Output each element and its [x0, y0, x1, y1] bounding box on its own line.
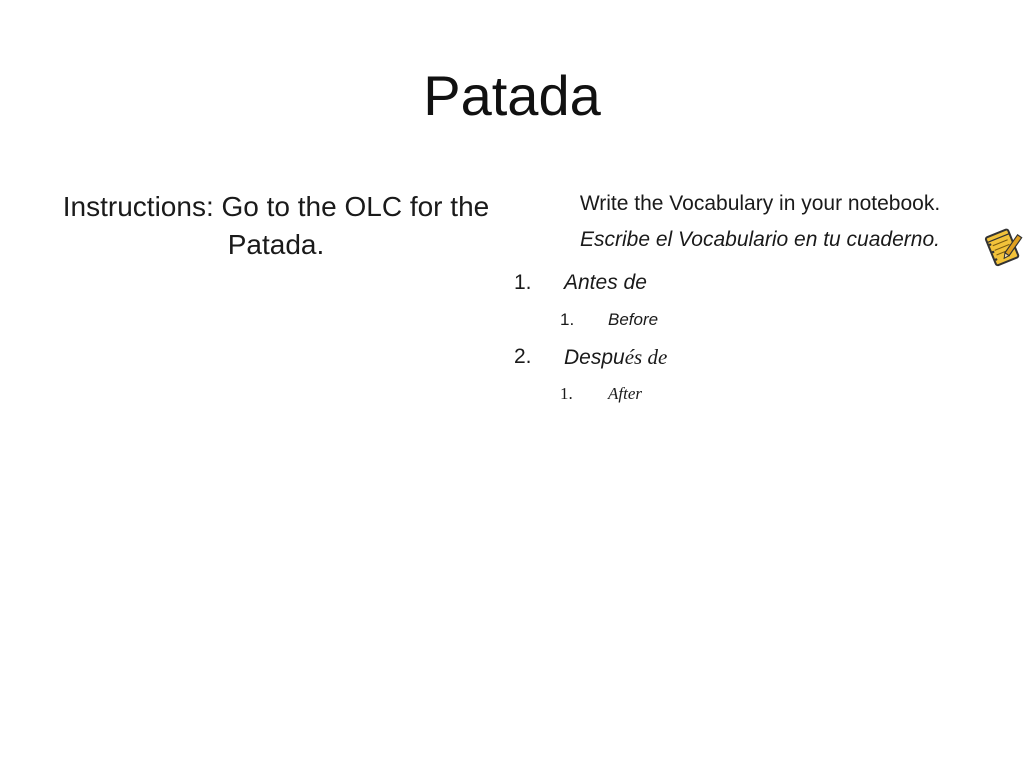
vocabulary-panel: [510, 186, 1010, 406]
sub-list-item-number: 1.: [560, 310, 575, 329]
sub-list-item-text: After: [608, 384, 642, 403]
sub-list-item-text: Before: [608, 310, 659, 329]
instructions-text: Instructions: Go to the OLC for the Patada.: [62, 191, 490, 260]
list-item-term: Antes de: [564, 271, 647, 294]
list-item-number: 2.: [514, 345, 532, 368]
list-item-term: [564, 342, 667, 373]
vocab-instruction-english: Write the Vocabulary in your notebook.: [579, 192, 941, 215]
sub-list-item: [510, 382, 1010, 406]
list-item-term-end: és de: [624, 345, 668, 369]
sub-list-item: [510, 308, 1010, 332]
vocab-instruction-spanish: Escribe el Vocabulario en tu cuaderno.: [580, 228, 940, 251]
sub-list-item-number: 1.: [560, 384, 573, 403]
list-item: [510, 342, 1010, 372]
notebook-pencil-icon: [982, 226, 1024, 268]
list-item-term-start: Despu: [564, 346, 625, 369]
list-item-number: 1.: [514, 271, 532, 294]
list-item: [510, 268, 1010, 298]
slide-title: Patada: [423, 64, 601, 127]
